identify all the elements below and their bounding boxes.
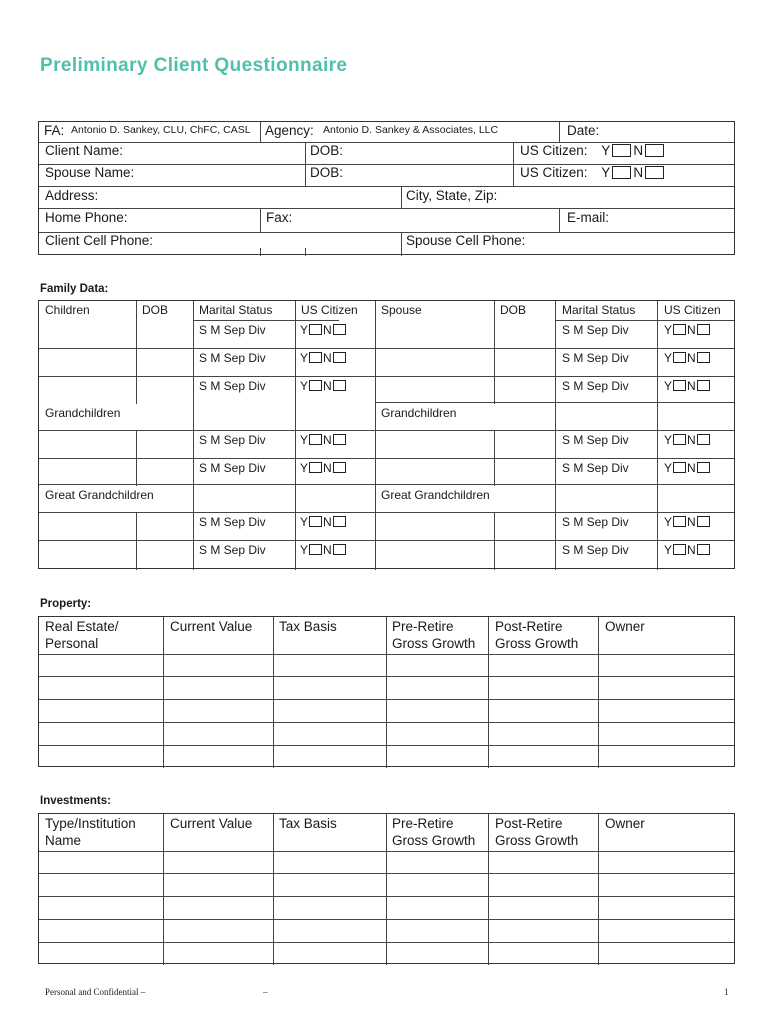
col-marital-status: Marital Status	[199, 303, 273, 317]
spouse-grandchildren-label: Grandchildren	[381, 406, 457, 420]
property-table	[38, 616, 735, 767]
investments-col-post-retire: Post-Retire	[495, 816, 563, 831]
no-checkbox[interactable]	[697, 516, 710, 527]
spouse-great-grandchildren-label: Great Grandchildren	[381, 488, 490, 502]
property-col-current-value: Current Value	[170, 619, 253, 634]
no-label: N	[323, 323, 332, 337]
col-us-citizen: US Citizen	[301, 303, 358, 317]
home-phone-label: Home Phone:	[45, 210, 128, 225]
yes-checkbox[interactable]	[309, 434, 322, 445]
no-checkbox[interactable]	[333, 434, 346, 445]
spouse-citizen-yes-checkbox[interactable]	[612, 166, 631, 179]
property-col-tax-basis: Tax Basis	[279, 619, 337, 634]
investments-col-owner: Owner	[605, 816, 645, 831]
col-dob: DOB	[142, 303, 169, 317]
no-checkbox[interactable]	[333, 324, 346, 335]
client-citizen-yes-checkbox[interactable]	[612, 144, 631, 157]
no-label: N	[633, 143, 644, 158]
marital-options[interactable]: S M Sep Div	[199, 379, 266, 393]
yes-checkbox[interactable]	[673, 516, 686, 527]
client-cell-label: Client Cell Phone:	[45, 233, 154, 248]
date-label: Date:	[567, 123, 600, 138]
no-checkbox[interactable]	[697, 544, 710, 555]
fa-label: FA:	[44, 123, 65, 138]
marital-options[interactable]: S M Sep Div	[562, 515, 629, 529]
agency-value[interactable]: Antonio D. Sankey & Associates, LLC	[323, 124, 499, 136]
family-data-heading: Family Data:	[40, 283, 109, 295]
yes-label: Y	[664, 323, 673, 337]
investments-col-type: Type/Institution	[45, 816, 136, 831]
yes-checkbox[interactable]	[673, 544, 686, 555]
property-col-pre-retire-growth: Gross Growth	[392, 636, 476, 651]
no-label: N	[323, 515, 332, 529]
no-label: N	[323, 379, 332, 393]
citizen-options	[300, 543, 347, 557]
yes-checkbox[interactable]	[309, 352, 322, 363]
citizen-options	[664, 433, 711, 447]
no-checkbox[interactable]	[333, 380, 346, 391]
property-col-pre-retire: Pre-Retire	[392, 619, 454, 634]
yes-checkbox[interactable]	[673, 352, 686, 363]
marital-options[interactable]: S M Sep Div	[199, 433, 266, 447]
page-number: 1	[724, 987, 729, 997]
citizen-options	[664, 461, 711, 475]
col-spouse-us-citizen: US Citizen	[664, 303, 721, 317]
property-col-owner: Owner	[605, 619, 645, 634]
citizen-options	[664, 515, 711, 529]
property-col-real-estate: Real Estate/	[45, 619, 119, 634]
city-state-zip-field[interactable]	[505, 188, 730, 205]
footer-confidential: Personal and Confidential –	[45, 987, 146, 997]
yes-label: Y	[300, 379, 309, 393]
investments-col-current-value: Current Value	[170, 816, 253, 831]
citizen-options	[664, 351, 711, 365]
fax-label: Fax:	[266, 210, 293, 225]
email-field[interactable]	[612, 210, 730, 227]
no-label: N	[633, 165, 644, 180]
yes-checkbox[interactable]	[309, 516, 322, 527]
property-col-personal: Personal	[45, 636, 99, 651]
no-label: N	[687, 515, 696, 529]
yes-label: Y	[300, 433, 309, 447]
no-label: N	[687, 323, 696, 337]
client-dob-label: DOB:	[310, 143, 344, 158]
citizen-options	[300, 515, 347, 529]
citizen-options	[664, 543, 711, 557]
yes-label: Y	[601, 165, 611, 180]
citizen-options	[664, 379, 711, 393]
yes-label: Y	[664, 433, 673, 447]
page-title: Preliminary Client Questionnaire	[40, 55, 348, 76]
property-heading: Property:	[40, 598, 92, 610]
investments-col-post-retire-growth: Gross Growth	[495, 833, 579, 848]
us-citizen-label: US Citizen:	[520, 143, 588, 158]
spouse-cell-field[interactable]	[533, 233, 730, 250]
spouse-dob-field[interactable]	[345, 166, 507, 183]
marital-options[interactable]: S M Sep Div	[562, 433, 629, 447]
property-col-post-retire: Post-Retire	[495, 619, 563, 634]
property-col-post-retire-growth: Gross Growth	[495, 636, 579, 651]
spouse-us-citizen	[520, 165, 666, 180]
yes-checkbox[interactable]	[309, 380, 322, 391]
yes-label: Y	[300, 543, 309, 557]
client-citizen-no-checkbox[interactable]	[645, 144, 664, 157]
citizen-options	[300, 323, 347, 337]
yes-checkbox[interactable]	[673, 462, 686, 473]
marital-options[interactable]: S M Sep Div	[199, 323, 266, 337]
fax-field[interactable]	[298, 210, 548, 227]
agency-label: Agency:	[265, 123, 314, 138]
yes-checkbox[interactable]	[673, 324, 686, 335]
spouse-cell-label: Spouse Cell Phone:	[406, 233, 526, 248]
no-label: N	[687, 433, 696, 447]
home-phone-field[interactable]	[135, 210, 255, 227]
yes-label: Y	[664, 379, 673, 393]
yes-checkbox[interactable]	[673, 434, 686, 445]
no-checkbox[interactable]	[333, 516, 346, 527]
no-label: N	[323, 351, 332, 365]
great-grandchildren-label: Great Grandchildren	[45, 488, 154, 502]
footer-dash: –	[263, 987, 268, 997]
investments-col-tax-basis: Tax Basis	[279, 816, 337, 831]
investments-table	[38, 813, 735, 964]
citizen-options	[300, 461, 347, 475]
yes-checkbox[interactable]	[309, 544, 322, 555]
marital-options[interactable]: S M Sep Div	[562, 379, 629, 393]
fa-value[interactable]: Antonio D. Sankey, CLU, ChFC, CASL	[71, 124, 251, 136]
yes-label: Y	[664, 351, 673, 365]
yes-checkbox[interactable]	[309, 324, 322, 335]
investments-col-name: Name	[45, 833, 82, 848]
col-spouse: Spouse	[381, 303, 422, 317]
col-children: Children	[45, 303, 90, 317]
address-label: Address:	[45, 188, 99, 203]
yes-label: Y	[300, 515, 309, 529]
spouse-name-label: Spouse Name:	[45, 165, 135, 180]
us-citizen-label: US Citizen:	[520, 165, 588, 180]
citizen-options	[300, 379, 347, 393]
no-checkbox[interactable]	[697, 380, 710, 391]
yes-label: Y	[300, 351, 309, 365]
col-spouse-marital-status: Marital Status	[562, 303, 636, 317]
date-field[interactable]	[600, 125, 730, 141]
marital-options[interactable]: S M Sep Div	[562, 323, 629, 337]
spouse-citizen-no-checkbox[interactable]	[645, 166, 664, 179]
no-checkbox[interactable]	[697, 352, 710, 363]
spouse-name-field[interactable]	[140, 166, 302, 183]
yes-label: Y	[664, 461, 673, 475]
no-checkbox[interactable]	[697, 324, 710, 335]
client-name-field[interactable]	[130, 144, 302, 161]
investments-col-pre-retire-growth: Gross Growth	[392, 833, 476, 848]
family-data-table	[38, 300, 735, 569]
col-spouse-dob: DOB	[500, 303, 527, 317]
client-dob-field[interactable]	[345, 144, 507, 161]
no-label: N	[323, 543, 332, 557]
client-cell-field[interactable]	[160, 233, 390, 250]
yes-label: Y	[601, 143, 611, 158]
marital-options[interactable]: S M Sep Div	[562, 543, 629, 557]
city-state-zip-label: City, State, Zip:	[406, 188, 498, 203]
no-label: N	[687, 351, 696, 365]
address-field[interactable]	[105, 188, 395, 205]
no-label: N	[323, 461, 332, 475]
no-label: N	[687, 379, 696, 393]
investments-heading: Investments:	[40, 795, 111, 807]
no-checkbox[interactable]	[333, 462, 346, 473]
marital-options[interactable]: S M Sep Div	[199, 543, 266, 557]
marital-options[interactable]: S M Sep Div	[562, 351, 629, 365]
no-label: N	[687, 461, 696, 475]
marital-options[interactable]: S M Sep Div	[199, 461, 266, 475]
yes-label: Y	[664, 543, 673, 557]
no-label: N	[323, 433, 332, 447]
grandchildren-label: Grandchildren	[45, 406, 121, 420]
yes-checkbox[interactable]	[309, 462, 322, 473]
marital-options[interactable]: S M Sep Div	[199, 351, 266, 365]
no-checkbox[interactable]	[697, 434, 710, 445]
yes-label: Y	[664, 515, 673, 529]
citizen-options	[300, 351, 347, 365]
client-us-citizen	[520, 143, 666, 158]
yes-label: Y	[300, 323, 309, 337]
spouse-dob-label: DOB:	[310, 165, 344, 180]
no-checkbox[interactable]	[333, 544, 346, 555]
client-name-label: Client Name:	[45, 143, 124, 158]
no-checkbox[interactable]	[333, 352, 346, 363]
yes-label: Y	[300, 461, 309, 475]
email-label: E-mail:	[567, 210, 610, 225]
investments-col-pre-retire: Pre-Retire	[392, 816, 454, 831]
citizen-options	[300, 433, 347, 447]
no-label: N	[687, 543, 696, 557]
marital-options[interactable]: S M Sep Div	[562, 461, 629, 475]
yes-checkbox[interactable]	[673, 380, 686, 391]
citizen-options	[664, 323, 711, 337]
marital-options[interactable]: S M Sep Div	[199, 515, 266, 529]
no-checkbox[interactable]	[697, 462, 710, 473]
